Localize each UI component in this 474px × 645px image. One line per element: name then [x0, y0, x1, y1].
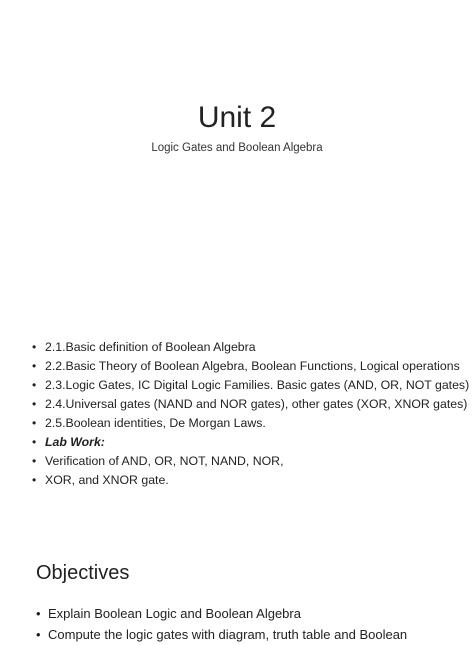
bullet-icon: • — [32, 435, 37, 449]
bullet-icon: • — [32, 473, 37, 487]
bullet-icon: • — [32, 340, 37, 354]
bullet-icon: • — [32, 359, 37, 373]
objectives-heading: Objectives — [36, 562, 130, 584]
syllabus-bullet-list — [32, 338, 470, 490]
list-item: • 2.2.Basic Theory of Boolean Algebra, Boolean Functions, Logical operations — [32, 357, 462, 376]
list-item: • 2.1.Basic definition of Boolean Algebra — [32, 338, 462, 357]
list-item: • Verification of AND, OR, NOT, NAND, NOR, — [32, 452, 462, 471]
list-item: • Compute the logic gates with diagram, truth table and Boolean — [36, 624, 466, 645]
objectives-bullet-list — [36, 603, 466, 645]
list-item: • 2.5.Boolean identities, De Morgan Laws. — [32, 414, 462, 433]
bullet-icon: • — [36, 606, 41, 621]
bullet-icon: • — [36, 627, 41, 642]
slide-title: Unit 2 — [197, 101, 277, 134]
bullet-icon: • — [32, 378, 37, 392]
bullet-icon: • — [32, 397, 37, 411]
list-item: • 2.4.Universal gates (NAND and NOR gates), other gates (XOR, XNOR gates) — [32, 395, 462, 414]
lab-work-heading: • Lab Work: — [32, 433, 462, 452]
list-item: • XOR, and XNOR gate. — [32, 471, 462, 490]
list-item: • 2.3.Logic Gates, IC Digital Logic Families. Basic gates (AND, OR, NOT gates) — [32, 376, 462, 395]
list-item: • Explain Boolean Logic and Boolean Algebra — [36, 603, 466, 624]
bullet-icon: • — [32, 454, 37, 468]
bullet-icon: • — [32, 416, 37, 430]
slide-subtitle: Logic Gates and Boolean Algebra — [151, 142, 323, 154]
